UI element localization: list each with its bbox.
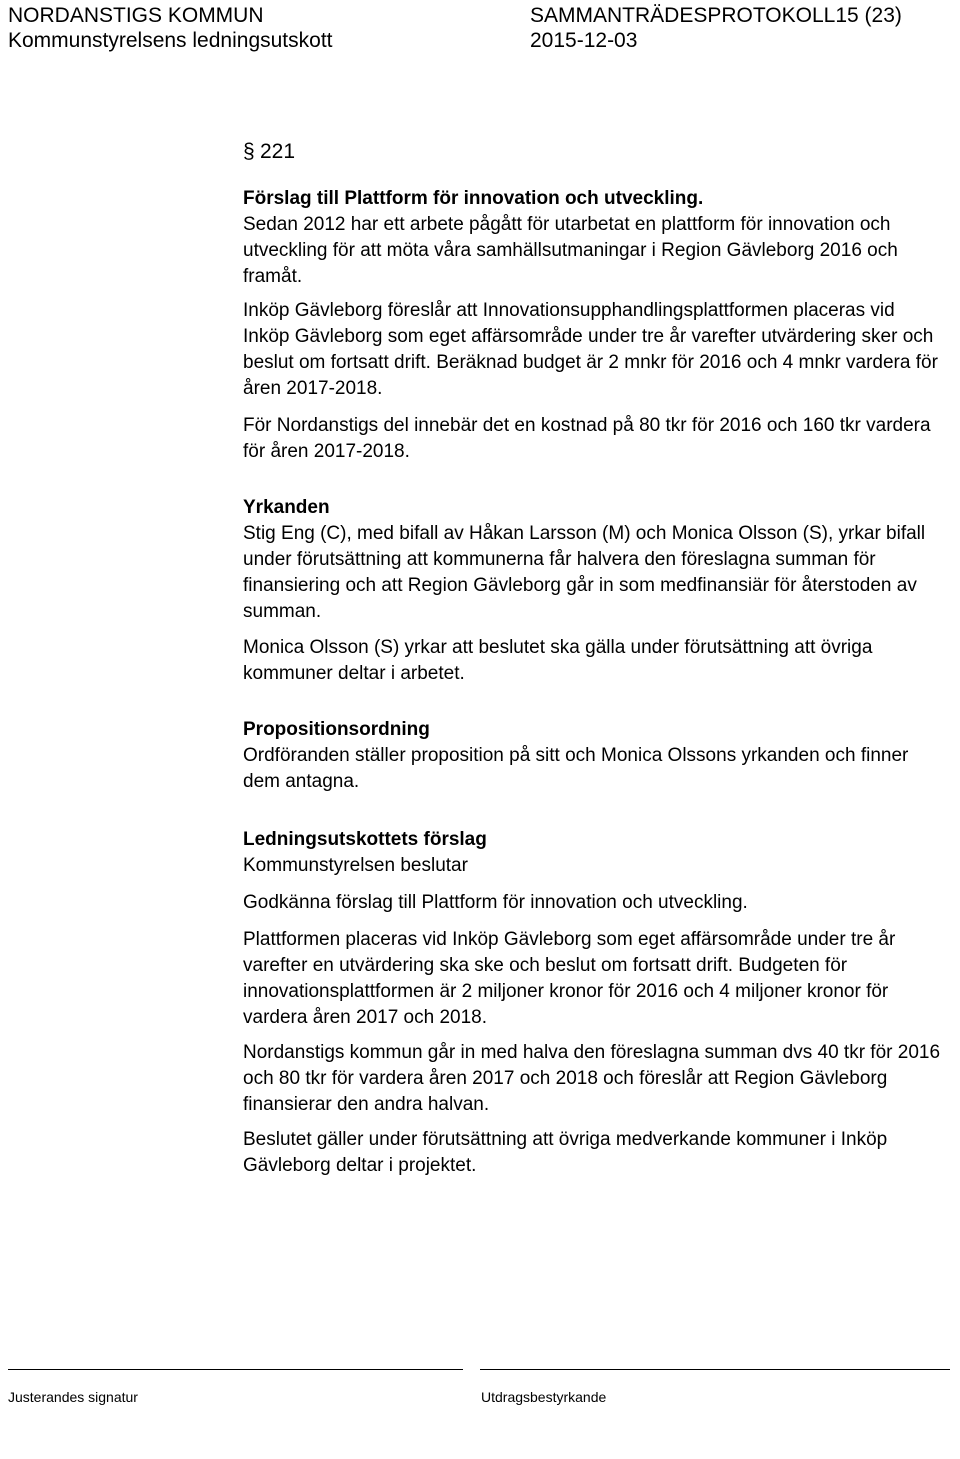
- intro-text: Sedan 2012 har ett arbete pågått för utarbetat en plattform för innovation och utveckling för att möta våra samhällsutmaningar i Region Gävleborg 2016 och framåt.: [243, 214, 898, 287]
- forslag-item-4: [243, 1127, 943, 1179]
- item-intro: [243, 186, 943, 290]
- section-sign-icon: §: [243, 140, 255, 163]
- propositionsordning-section: [243, 717, 943, 795]
- propositionsordning-heading: Propositionsordning: [243, 719, 430, 740]
- yrkanden-heading: Yrkanden: [243, 497, 330, 518]
- yrkanden-text-1: Stig Eng (C), med bifall av Håkan Larsson (M) och Monica Olsson (S), yrkar bifall under förutsättning att kommunerna får halvera den föreslagna summan för finansiering och att Region Gävleborg går in som medfinansiär för återstoden av summan.: [243, 523, 926, 622]
- cost-text: För Nordanstigs del innebär det en kostnad på 80 tkr för 2016 och 160 tkr vardera för åren 2017-2018.: [243, 415, 931, 462]
- cost-paragraph: [243, 413, 943, 465]
- extract-line: [480, 1369, 950, 1370]
- forslag-item-4-text: Beslutet gäller under förutsättning att övriga medverkande kommuner i Inköp Gävleborg deltar i projektet.: [243, 1129, 888, 1176]
- proposal-paragraph: [243, 298, 943, 402]
- header-organization: NORDANSTIGS KOMMUN: [8, 4, 264, 27]
- signature-label: Justerandes signatur: [8, 1389, 138, 1405]
- forslag-heading: Ledningsutskottets förslag: [243, 829, 487, 850]
- forslag-item-2: [243, 927, 943, 1031]
- forslag-subheading: Kommunstyrelsen beslutar: [243, 855, 468, 876]
- header-committee: Kommunstyrelsens ledningsutskott: [8, 29, 333, 52]
- forslag-item-3: [243, 1040, 943, 1118]
- paragraph-number-value: 221: [259, 140, 296, 163]
- paragraph-number: [243, 139, 943, 166]
- header-date: 2015-12-03: [530, 29, 638, 52]
- header-document-title: SAMMANTRÄDESPROTOKOLL15 (23): [530, 4, 902, 27]
- forslag-item-3-text: Nordanstigs kommun går in med halva den föreslagna summan dvs 40 tkr för 2016 och 80 tkr för vardera åren 2017 och 2018 och föreslår att Region Gävleborg finansierar den andra halvan.: [243, 1042, 941, 1115]
- yrkanden-section: [243, 495, 943, 625]
- extract-label: Utdragsbestyrkande: [481, 1389, 607, 1405]
- forslag-item-1: [243, 890, 943, 916]
- yrkanden-text-2: Monica Olsson (S) yrkar att beslutet ska gälla under förutsättning att övriga kommuner deltar i arbetet.: [243, 637, 873, 684]
- forslag-item-1-text: Godkänna förslag till Plattform för innovation och utveckling.: [243, 892, 748, 913]
- item-title: Förslag till Plattform för innovation och utveckling.: [243, 188, 704, 209]
- proposal-text: Inköp Gävleborg föreslår att Innovationsupphandlingsplattformen placeras vid Inköp Gävleborg som eget affärsområde under tre år varefter utvärdering sker och beslut om fortsatt drift. Beräknad budget är 2 mnkr för 2016 och 4 mnkr vardera för åren 2017-2018.: [243, 300, 938, 399]
- yrkanden-second: [243, 635, 943, 687]
- forslag-item-2-text: Plattformen placeras vid Inköp Gävleborg som eget affärsområde under tre år varefter en utvärdering ska ske och beslut om fortsatt drift. Budgeten för innovationsplattformen är 2 miljoner kronor för 2016 och 4 miljoner kronor för vardera åren 2017 och 2018.: [243, 929, 896, 1028]
- signature-line: [8, 1369, 463, 1370]
- propositionsordning-text: Ordföranden ställer proposition på sitt och Monica Olssons yrkanden och finner dem antagna.: [243, 745, 909, 792]
- forslag-section: [243, 827, 943, 879]
